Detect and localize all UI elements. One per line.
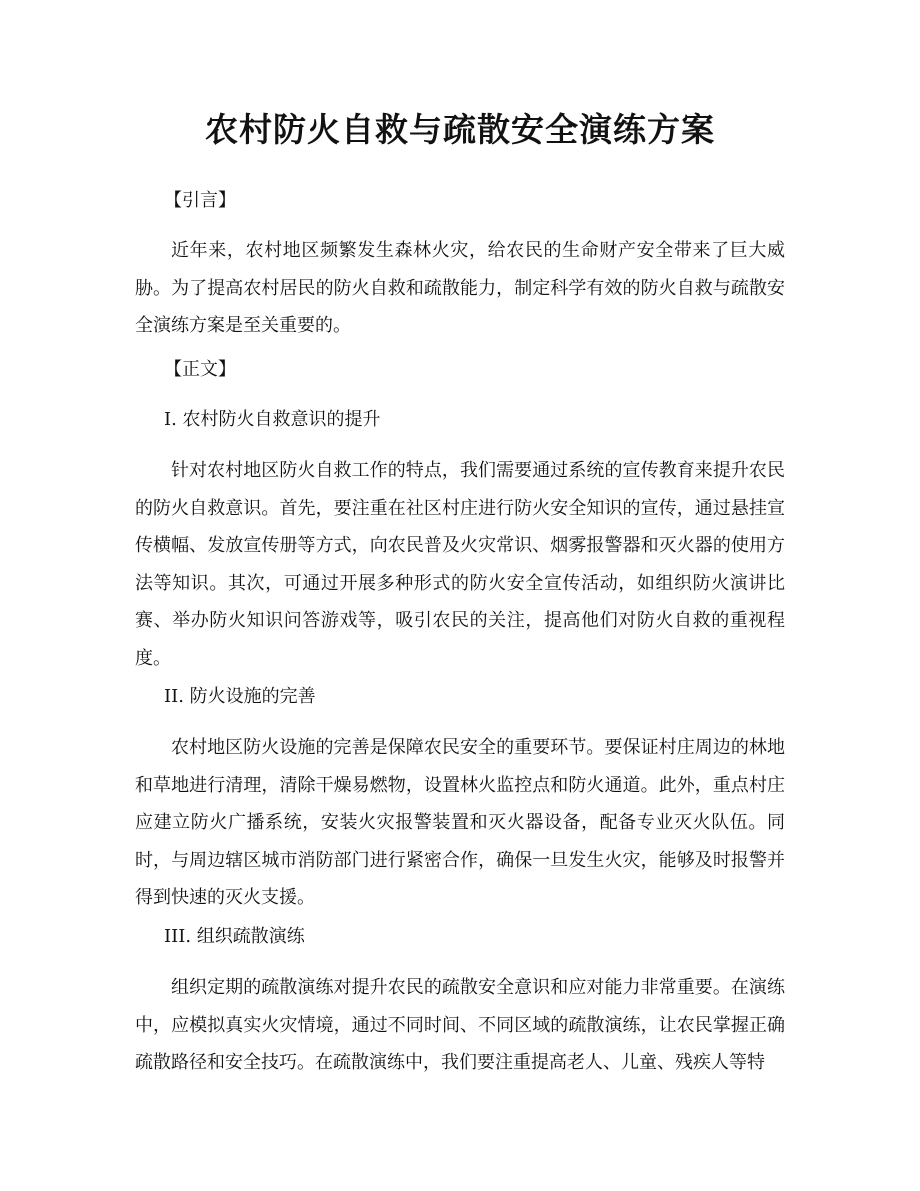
document-title: 农村防火自救与疏散安全演练方案: [205, 110, 715, 149]
body-label: 【正文】: [164, 359, 236, 380]
intro-label: 【引言】: [164, 190, 236, 211]
section-1-heading: I. 农村防火自救意识的提升: [164, 409, 381, 430]
section-2-heading: II. 防火设施的完善: [164, 686, 316, 707]
section-3-paragraph: 组织定期的疏散演练对提升农民的疏散安全意识和应对能力非常重要。在演练中，应模拟真实火灾情境，通过不同时间、不同区域的疏散演练，让农民掌握正确疏散路径和安全技巧。在疏散演练中，我们要注重提高老人、儿童、残疾人等特: [135, 977, 785, 1073]
section-2-paragraph: 农村地区防火设施的完善是保障农民安全的重要环节。要保证村庄周边的林地和草地进行清理，清除干燥易燃物，设置林火监控点和防火通道。此外，重点村庄应建立防火广播系统，安装火灾报警装置和灭火器设备，配备专业灭火队伍。同时，与周边辖区城市消防部门进行紧密合作，确保一旦发生火灾，能够及时报警并得到快速的灭火支援。: [135, 737, 785, 908]
intro-paragraph: 近年来，农村地区频繁发生森林火灾，给农民的生命财产安全带来了巨大威胁。为了提高农村居民的防火自救和疏散能力，制定科学有效的防火自救与疏散安全演练方案是至关重要的。: [135, 240, 785, 336]
section-1-paragraph: 针对农村地区防火自救工作的特点，我们需要通过系统的宣传教育来提升农民的防火自救意识。首先，要注重在社区村庄进行防火安全知识的宣传，通过悬挂宣传横幅、发放宣传册等方式，向农民普及火灾常识、烟雾报警器和灭火器的使用方法等知识。其次，可通过开展多种形式的防火安全宣传活动，如组织防火演讲比赛、举办防火知识问答游戏等，吸引农民的关注，提高他们对防火自救的重视程度。: [135, 460, 785, 669]
section-3-heading: III. 组织疏散演练: [164, 926, 305, 947]
